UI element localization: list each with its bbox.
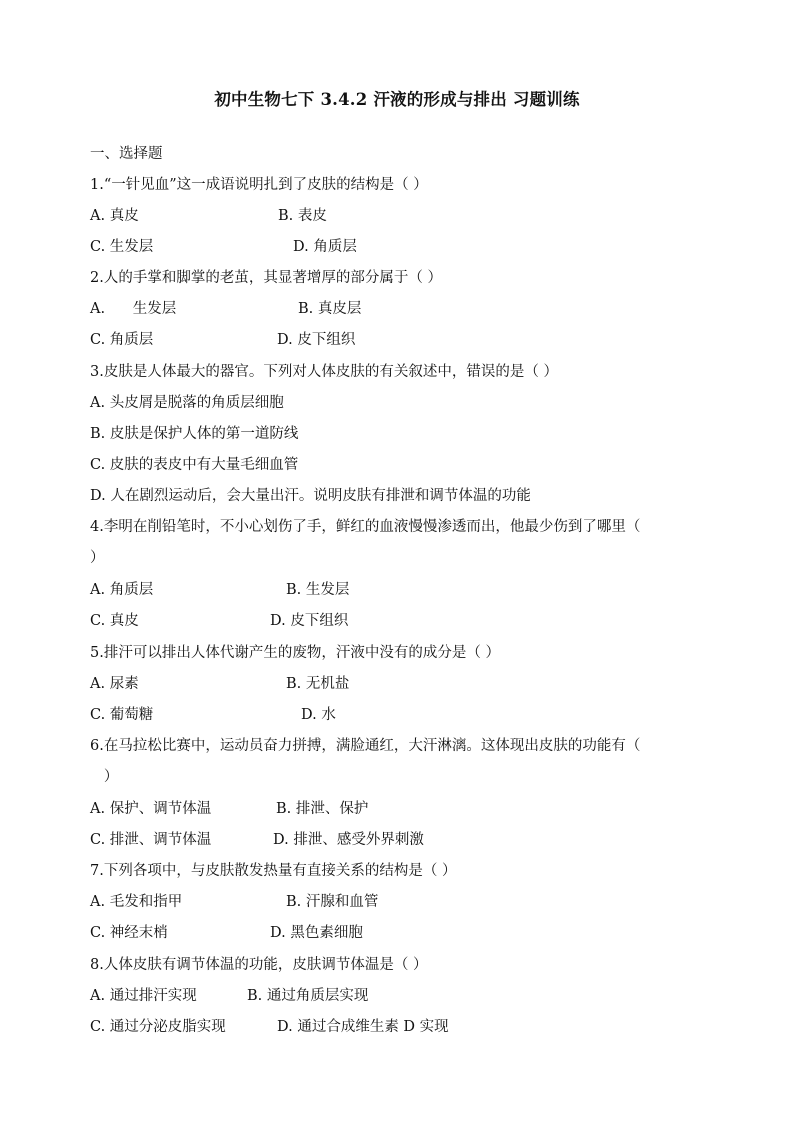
option-d: D. 皮下组织 [277,332,356,348]
question-8-options-row-2 [90,1017,449,1037]
option-b: B. 汗腺和血管 [286,894,379,910]
question-7-options-row-2 [90,923,363,943]
question-7-options-row-1 [90,892,379,912]
option-d: D. 通过合成维生素 D 实现 [277,1019,449,1035]
option-c: C. 角质层 [90,332,154,348]
option-b: B. 表皮 [278,208,327,224]
option-d: D. 皮下组织 [270,613,349,629]
question-4-options-row-1 [90,580,350,600]
question-5-options-row-1 [90,674,350,694]
question-8-stem: 8.人体皮肤有调节体温的功能，皮肤调节体温是（ ） [90,957,428,973]
question-1-options-row-1 [90,206,327,226]
question-3-option-d: D. 人在剧烈运动后，会大量出汗。说明皮肤有排泄和调节体温的功能 [90,488,531,504]
option-b: B. 生发层 [286,582,350,598]
page-title: 初中生物七下 3.4.2 汗液的形成与排出 习题训练 [214,90,580,109]
option-a: A. 保护、调节体温 [90,801,212,817]
question-2-options-row-1 [90,299,362,319]
option-b: B. 通过角质层实现 [247,988,369,1004]
option-d: D. 排泄、感受外界刺激 [273,832,424,848]
option-a: A. 通过排汗实现 [90,988,197,1004]
question-4-stem-continuation: ） [90,550,105,566]
question-3-stem: 3.皮肤是人体最大的器官。下列对人体皮肤的有关叙述中，错误的是（ ） [90,364,558,380]
option-d: D. 水 [301,707,336,723]
question-6-stem-continuation: ） [90,769,119,785]
question-3-option-b: B. 皮肤是保护人体的第一道防线 [90,426,299,442]
question-1-stem: 1.“一针见血”这一成语说明扎到了皮肤的结构是（ ） [90,177,428,193]
question-1-options-row-2 [90,237,357,257]
option-a: A. 尿素 [90,676,139,692]
section-heading: 一、选择题 [90,146,163,162]
option-a: A. 生发层 [90,301,177,317]
question-6-options-row-2 [90,830,424,850]
question-6-stem: 6.在马拉松比赛中，运动员奋力拼搏，满脸通红，大汗淋漓。这体现出皮肤的功能有（ [90,738,641,754]
option-a: A. 真皮 [90,208,139,224]
option-b: B. 无机盐 [286,676,350,692]
question-2-stem: 2.人的手掌和脚掌的老茧，其显著增厚的部分属于（ ） [90,270,442,286]
option-d: D. 黑色素细胞 [270,925,363,941]
option-c: C. 真皮 [90,613,139,629]
question-4-stem: 4.李明在削铅笔时，不小心划伤了手，鲜红的血液慢慢渗透而出，他最少伤到了哪里（ [90,519,641,535]
question-2-options-row-2 [90,330,356,350]
option-b: B. 真皮层 [298,301,362,317]
question-7-stem: 7.下列各项中，与皮肤散发热量有直接关系的结构是（ ） [90,863,457,879]
question-3-option-c: C. 皮肤的表皮中有大量毛细血管 [90,457,299,473]
option-a: A. 角质层 [90,582,154,598]
option-a: A. 毛发和指甲 [90,894,183,910]
question-3-option-a: A. 头皮屑是脱落的角质层细胞 [90,395,284,411]
option-d: D. 角质层 [293,239,357,255]
question-4-options-row-2 [90,611,349,631]
option-c: C. 生发层 [90,239,154,255]
option-b: B. 排泄、保护 [276,801,369,817]
question-5-stem: 5.排汗可以排出人体代谢产生的废物，汗液中没有的成分是（ ） [90,645,500,661]
question-6-options-row-1 [90,799,369,819]
option-c: C. 葡萄糖 [90,707,154,723]
option-c: C. 排泄、调节体温 [90,832,212,848]
question-8-options-row-1 [90,986,369,1006]
option-c: C. 神经末梢 [90,925,168,941]
question-5-options-row-2 [90,705,336,725]
option-c: C. 通过分泌皮脂实现 [90,1019,226,1035]
